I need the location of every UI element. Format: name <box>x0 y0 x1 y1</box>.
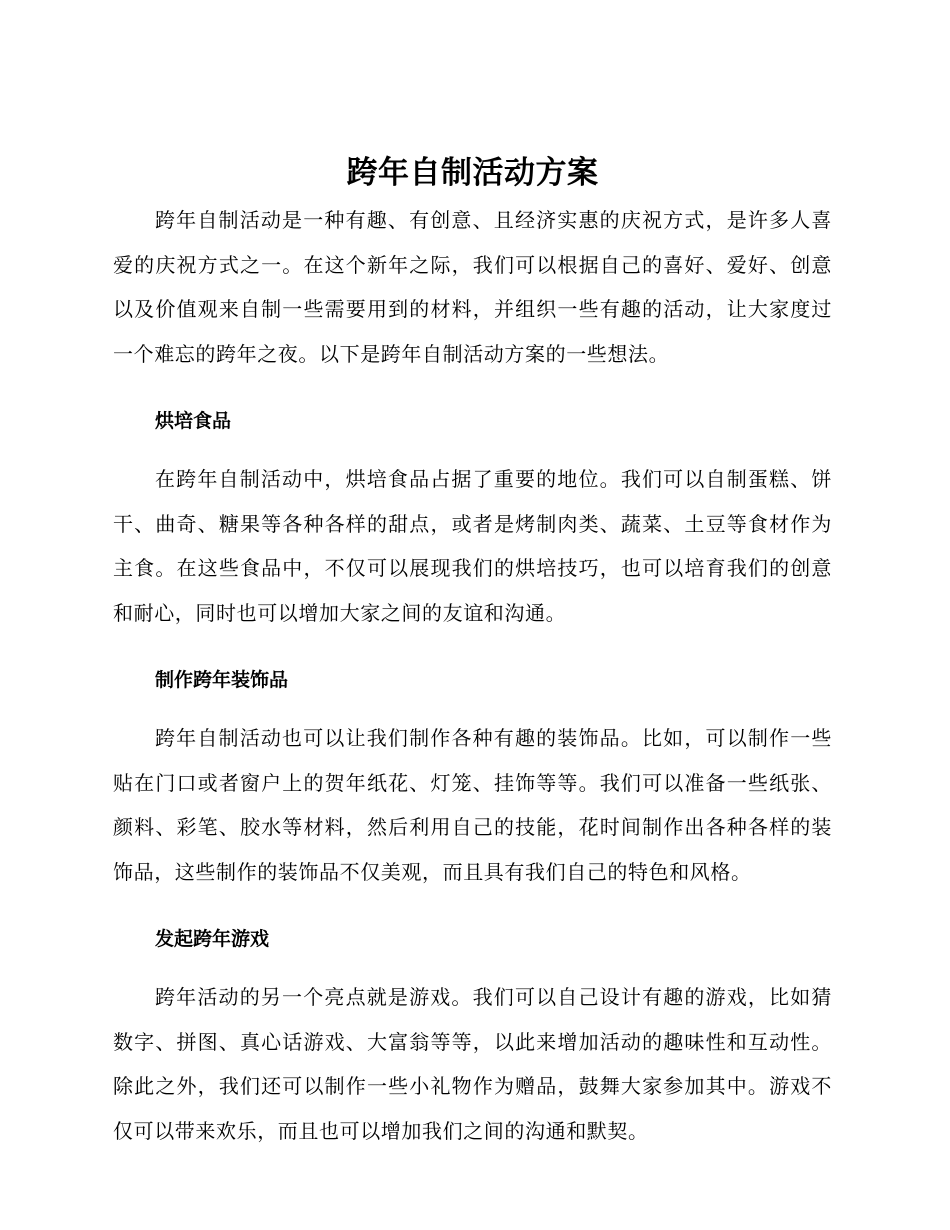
section-heading-baking: 烘培食品 <box>155 410 232 432</box>
section-heading-decorations: 制作跨年装饰品 <box>155 669 289 691</box>
section-body-baking: 在跨年自制活动中，烘培食品占据了重要的地位。我们可以自制蛋糕、饼干、曲奇、糖果等各种各样的甜点，或者是烤制肉类、蔬菜、土豆等食材作为主食。在这些食品中，不仅可以展现我们的烘培技巧，也可以培育我们的创意和耐心，同时也可以增加大家之间的友谊和沟通。 <box>113 467 832 625</box>
section-heading-games: 发起跨年游戏 <box>155 928 270 950</box>
document-title: 跨年自制活动方案 <box>346 155 599 191</box>
intro-paragraph: 跨年自制活动是一种有趣、有创意、且经济实惠的庆祝方式，是许多人喜爱的庆祝方式之一。在这个新年之际，我们可以根据自己的喜好、爱好、创意以及价值观来自制一些需要用到的材料，并组织一些有趣的活动，让大家度过一个难忘的跨年之夜。以下是跨年自制活动方案的一些想法。 <box>113 208 832 366</box>
section-body-decorations: 跨年自制活动也可以让我们制作各种有趣的装饰品。比如，可以制作一些贴在门口或者窗户上的贺年纸花、灯笼、挂饰等等。我们可以准备一些纸张、颜料、彩笔、胶水等材料，然后利用自己的技能，花时间制作出各种各样的装饰品，这些制作的装饰品不仅美观，而且具有我们自己的特色和风格。 <box>113 726 832 884</box>
section-body-games: 跨年活动的另一个亮点就是游戏。我们可以自己设计有趣的游戏，比如猜数字、拼图、真心话游戏、大富翁等等，以此来增加活动的趣味性和互动性。除此之外，我们还可以制作一些小礼物作为赠品，鼓舞大家参加其中。游戏不仅可以带来欢乐，而且也可以增加我们之间的沟通和默契。 <box>113 985 832 1143</box>
